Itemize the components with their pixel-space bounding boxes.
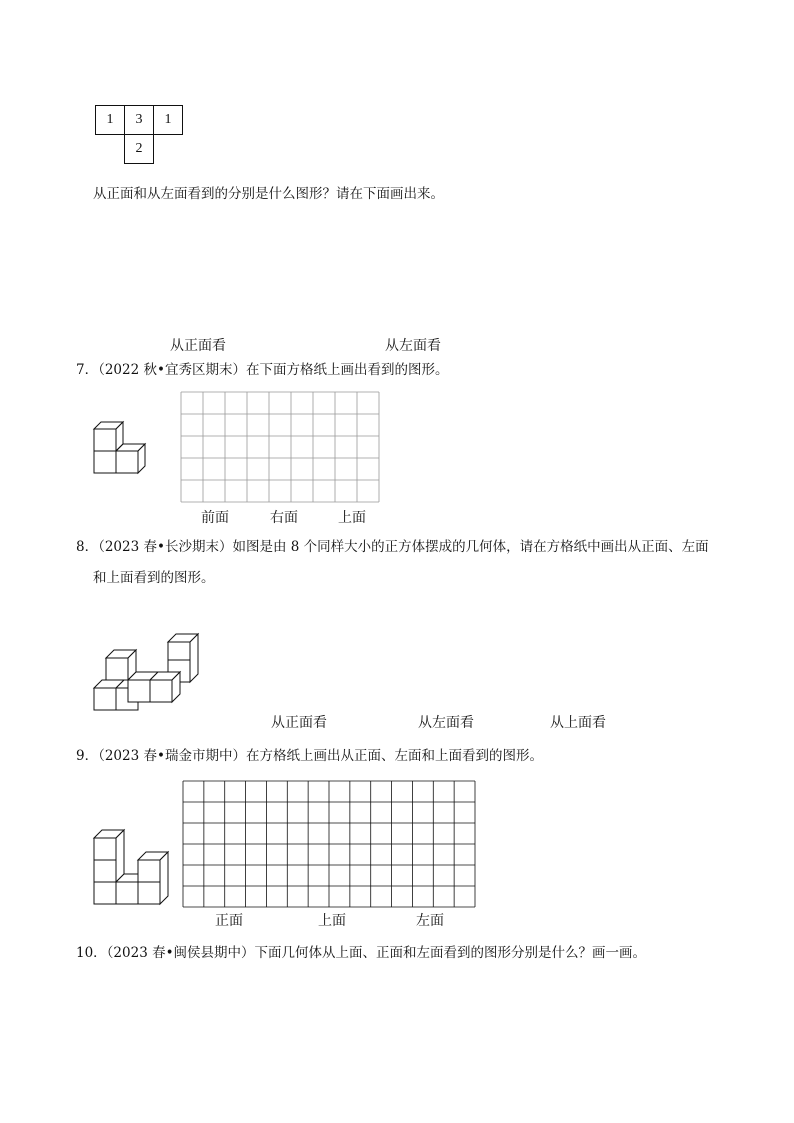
q7-label-front: 前面 — [201, 510, 229, 526]
q8-label-top: 从上面看 — [550, 715, 606, 731]
q8-label-front: 从正面看 — [271, 715, 327, 731]
q7-question: 7．（2022 秋•宜秀区期末）在下面方格纸上画出看到的图形。 — [76, 362, 449, 378]
q9-label-top: 上面 — [318, 913, 346, 929]
q6-label-front: 从正面看 — [170, 338, 226, 354]
q8-question-line2: 和上面看到的图形。 — [93, 570, 215, 586]
q9-label-left: 左面 — [416, 913, 444, 929]
q8-question-line1: 8．（2023 春•长沙期末）如图是由 8 个同样大小的正方体摆成的几何体，请在方格纸中画出从正面、左面 — [76, 539, 709, 555]
grid-cell: 1 — [95, 105, 125, 135]
q8-cube-figure — [90, 632, 210, 714]
grid-cell: 2 — [124, 134, 154, 164]
grid-cell: 1 — [153, 105, 183, 135]
grid-cell: 3 — [124, 105, 154, 135]
q9-question: 9．（2023 春•瑞金市期中）在方格纸上画出从正面、左面和上面看到的图形。 — [76, 748, 543, 764]
q7-cube-figure — [90, 418, 160, 478]
q10-question: 10．（2023 春•闽侯县期中）下面几何体从上面、正面和左面看到的图形分别是什么？画一画。 — [76, 945, 647, 961]
q9-label-front: 正面 — [215, 913, 243, 929]
q7-label-right: 右面 — [270, 510, 298, 526]
q8-label-left: 从左面看 — [418, 715, 474, 731]
q7-grid-paper — [181, 392, 379, 502]
q9-cube-figure — [90, 826, 175, 908]
q9-grid-paper — [183, 781, 475, 907]
q7-label-top: 上面 — [338, 510, 366, 526]
q6-question: 从正面和从左面看到的分别是什么图形？请在下面画出来。 — [93, 186, 444, 202]
q6-label-left: 从左面看 — [385, 338, 441, 354]
